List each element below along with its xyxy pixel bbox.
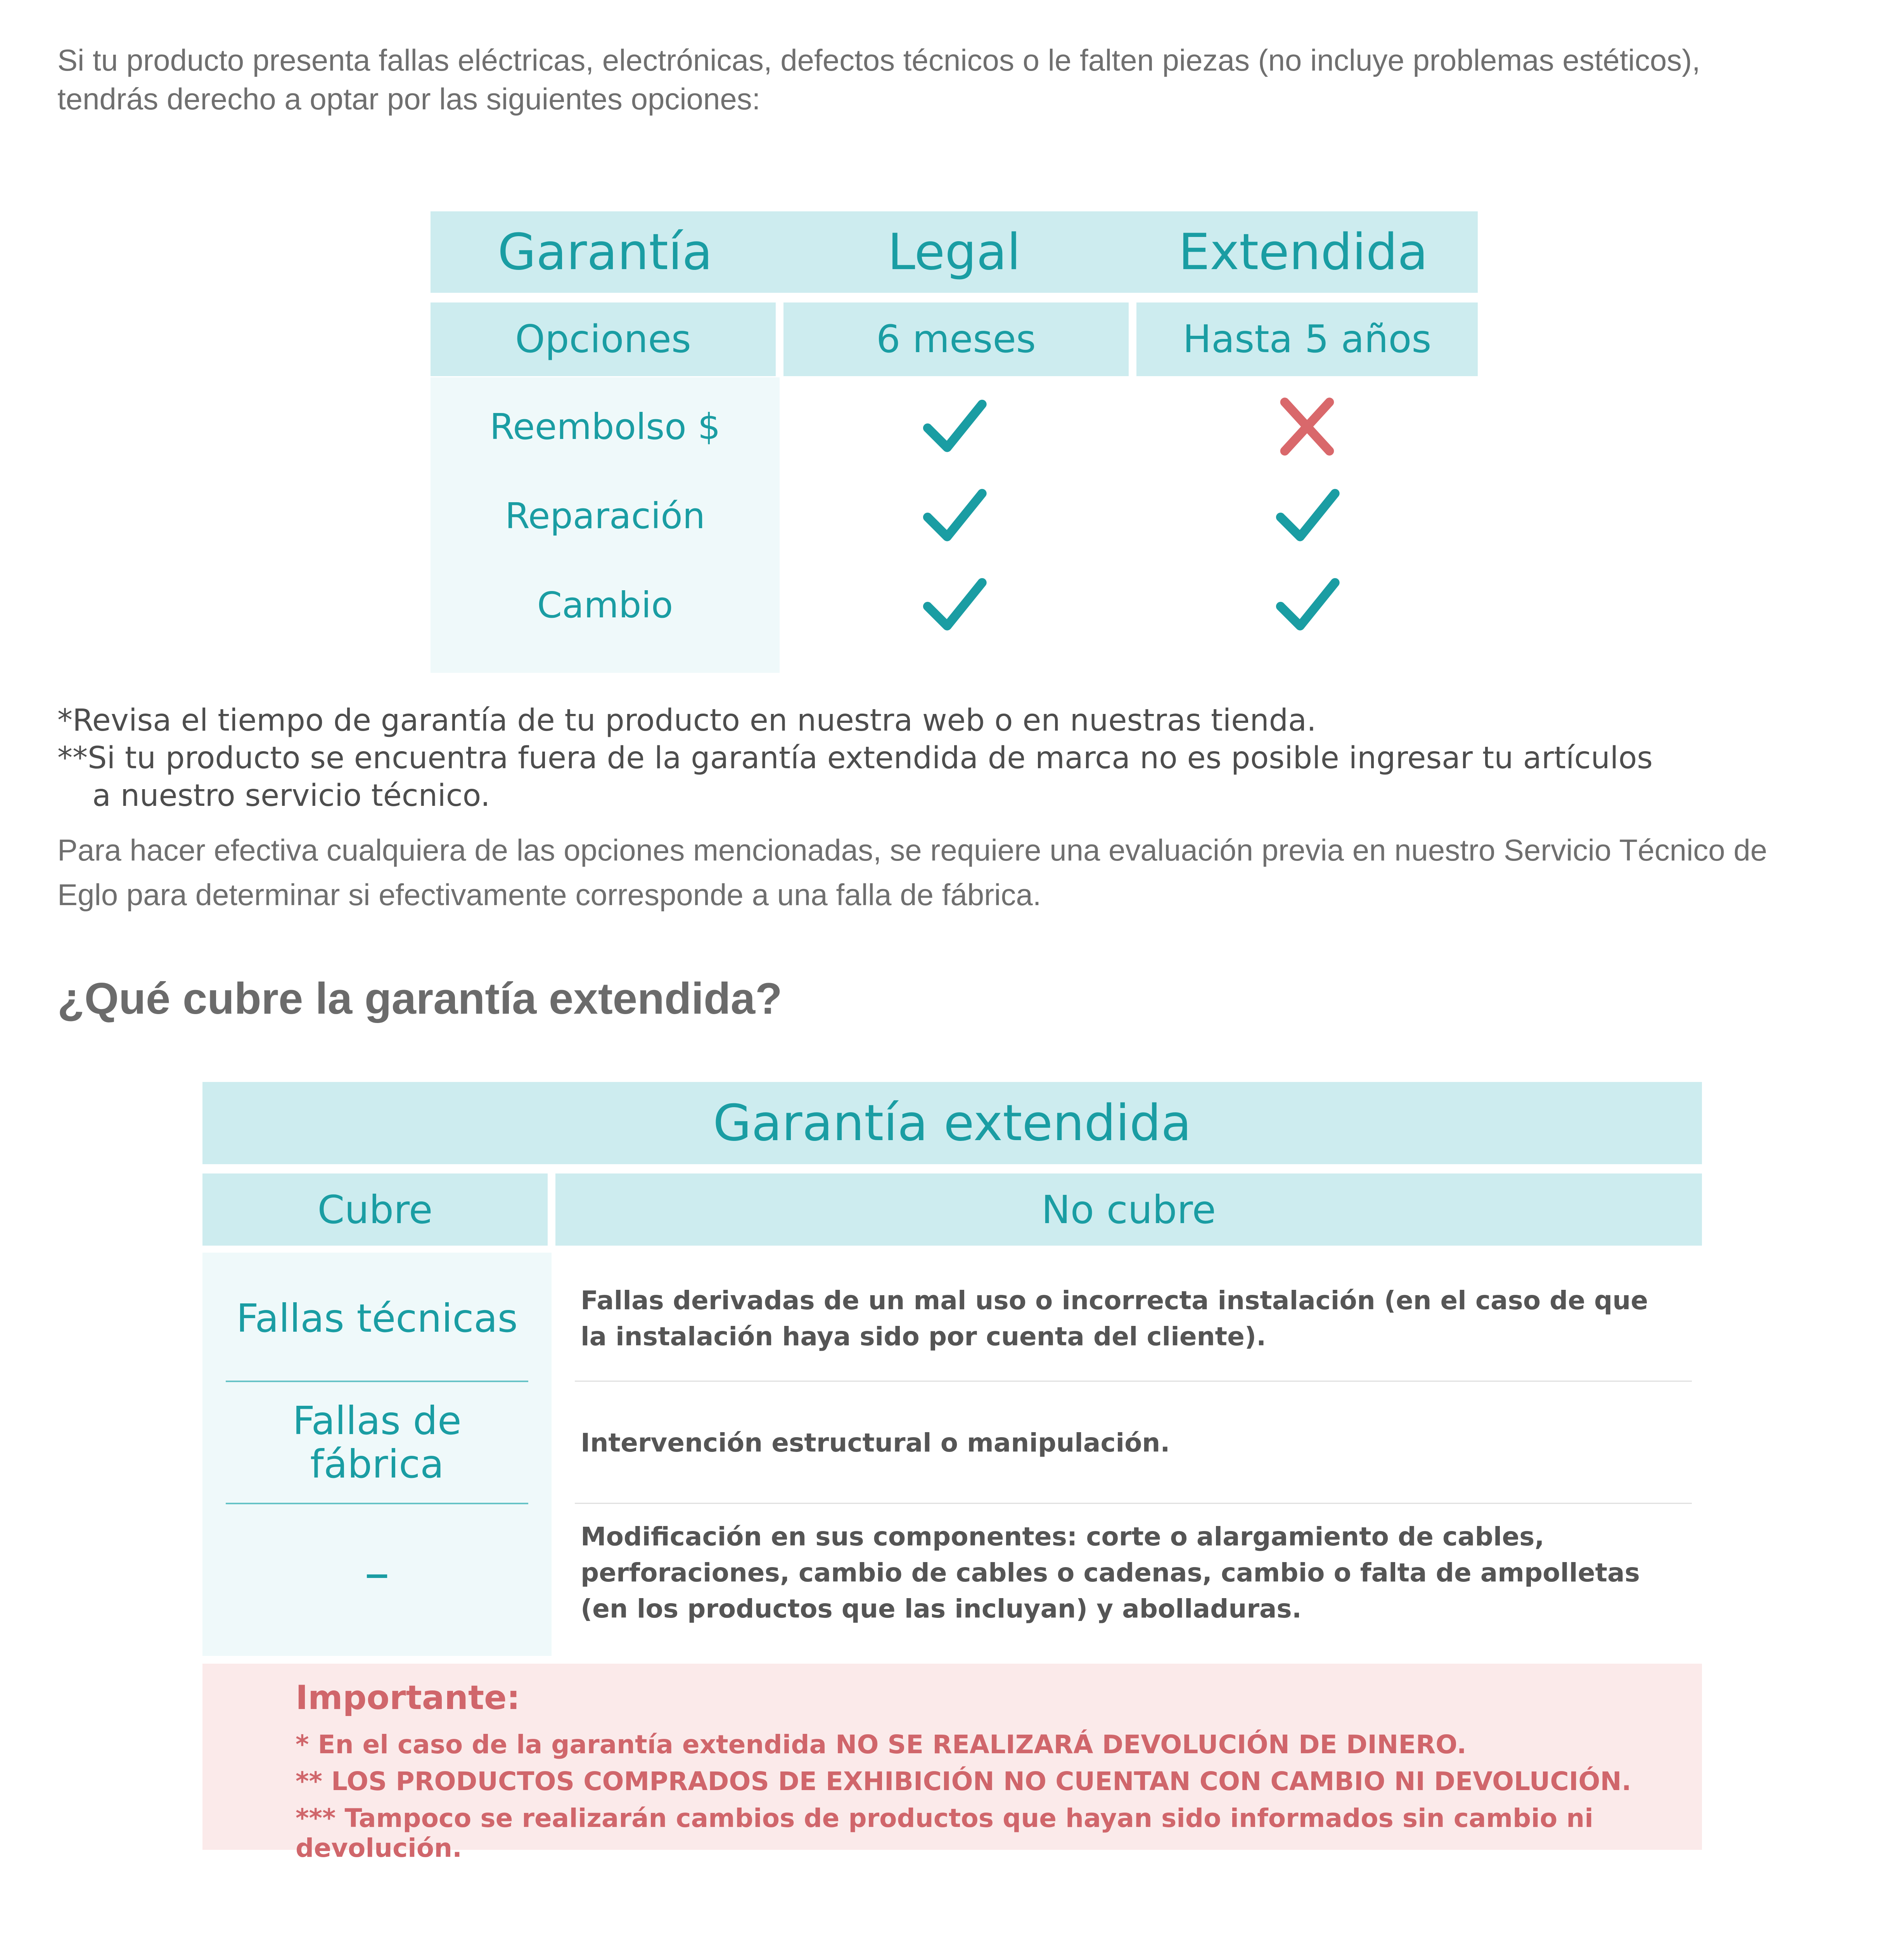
not-covers-item: Intervención estructural o manipulación. <box>581 1427 1170 1458</box>
important-title: Importante: <box>296 1678 520 1717</box>
warranty-notes <box>57 702 1803 815</box>
divider <box>226 1503 528 1504</box>
covers-item: – <box>364 1543 390 1602</box>
note: a nuestro servicio técnico. <box>92 778 490 813</box>
important-line: ** LOS PRODUCTOS COMPRADOS DE EXHIBICIÓN NO CUENTAN CON CAMBIO NI DEVOLUCIÓN. <box>296 1766 1631 1796</box>
not-covers-item: Fallas derivadas de un mal uso o incorrecta instalación (en el caso de que la instalación haya sido por cuenta del cliente). <box>581 1286 1648 1351</box>
subheader-legal-period: 6 meses <box>783 302 1129 376</box>
section-title-extended: ¿Qué cubre la garantía extendida? <box>57 974 782 1023</box>
divider <box>226 1381 528 1382</box>
subheader-opciones: Opciones <box>431 302 776 376</box>
col-header-garantia: Garantía <box>498 223 712 281</box>
covers-item: Fallas técnicas <box>236 1296 518 1341</box>
important-line: *** Tampoco se realizarán cambios de productos que hayan sido informados sin cambio ni devolución. <box>296 1803 1593 1863</box>
row-label-cambio: Cambio <box>537 584 673 626</box>
divider <box>575 1381 1692 1382</box>
check-icon <box>919 392 989 461</box>
not-covers-item: Modificación en sus componentes: corte o alargamiento de cables, perforaciones, cambio de cables o cadenas, cambio o falta de ampolletas (en los productos que las incluyan) y abolladuras. <box>581 1521 1640 1624</box>
cross-icon <box>1272 392 1342 461</box>
subheader-extended-period: Hasta 5 años <box>1136 302 1478 376</box>
paragraph-line: Para hacer efectiva cualquiera de las opciones mencionadas, se requiere una evaluación previa en nuestro Servicio Técnico de <box>57 833 1767 867</box>
intro-text <box>57 41 1803 118</box>
check-icon <box>1272 481 1342 551</box>
divider <box>575 1503 1692 1504</box>
col-header-extendida: Extendida <box>1178 223 1428 281</box>
check-icon <box>919 481 989 551</box>
not-covers-header: No cubre <box>555 1173 1702 1246</box>
evaluation-paragraph <box>57 828 1842 917</box>
note: **Si tu producto se encuentra fuera de la garantía extendida de marca no es posible ingresar tu artículos <box>57 741 1653 776</box>
warranty-table <box>431 211 1478 673</box>
important-notice <box>202 1664 1702 1863</box>
check-icon <box>1272 570 1342 640</box>
row-label-reembolso: Reembolso $ <box>489 406 721 448</box>
important-line: * En el caso de la garantía extendida NO SE REALIZARÁ DEVOLUCIÓN DE DINERO. <box>296 1730 1466 1759</box>
check-icon <box>919 570 989 640</box>
intro-line: Si tu producto presenta fallas eléctricas, electrónicas, defectos técnicos o le falten piezas (no incluye problemas estéticos), <box>57 43 1700 77</box>
covers-item: Fallas de fábrica <box>292 1398 462 1487</box>
covers-header: Cubre <box>202 1173 548 1246</box>
paragraph-line: Eglo para determinar si efectivamente corresponde a una falla de fábrica. <box>57 878 1041 912</box>
row-label-reparacion: Reparación <box>505 495 706 537</box>
intro-line: tendrás derecho a optar por las siguientes opciones: <box>57 82 761 116</box>
note: *Revisa el tiempo de garantía de tu producto en nuestra web o en nuestras tienda. <box>57 703 1316 738</box>
col-header-legal: Legal <box>887 223 1021 281</box>
extended-table-title: Garantía extendida <box>202 1082 1702 1164</box>
